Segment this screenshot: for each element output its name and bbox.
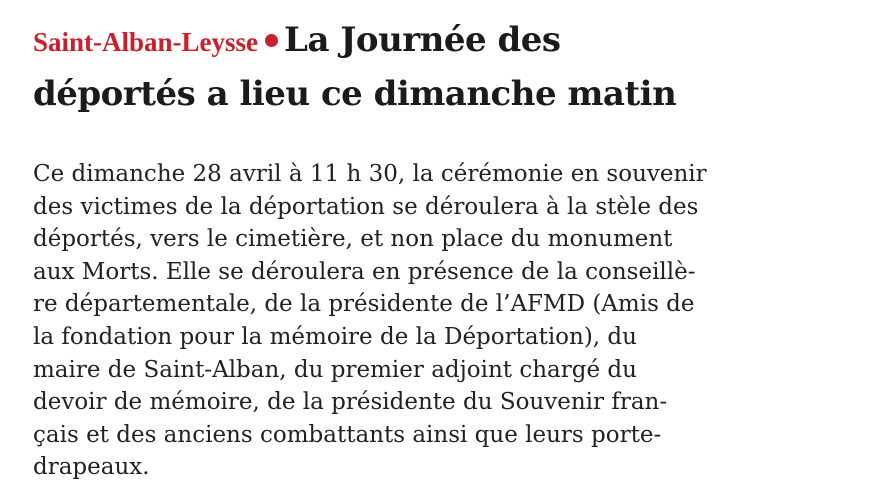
- location-kicker: Saint-Alban-Leysse: [33, 27, 259, 57]
- body-line: aux Morts. Elle se déroulera en présence de la conseillè-: [33, 258, 696, 285]
- headline-title-part-2: déportés a lieu ce dimanche matin: [33, 74, 677, 114]
- headline: [33, 14, 863, 120]
- bullet-dot-icon: [265, 34, 278, 47]
- body-line: drapeaux.: [33, 454, 150, 481]
- body-line: déportés, vers le cimetière, et non place du monument: [33, 226, 673, 253]
- headline-title-part-1: La Journée des: [284, 20, 561, 60]
- body-line: des victimes de la déportation se déroulera à la stèle des: [33, 193, 699, 220]
- body-line: Ce dimanche 28 avril à 11 h 30, la cérémonie en souvenir: [33, 161, 707, 187]
- body-line: la fondation pour la mémoire de la Déportation), du: [33, 323, 637, 350]
- headline-line-1: [33, 14, 863, 68]
- body-line: maire de Saint-Alban, du premier adjoint chargé du: [33, 356, 637, 383]
- body-line: devoir de mémoire, de la présidente du Souvenir fran-: [33, 389, 668, 416]
- body-line: re départementale, de la présidente de l’AFMD (Amis de: [33, 291, 695, 318]
- article-body: [33, 158, 863, 484]
- newspaper-article: [33, 14, 863, 484]
- body-line: çais et des anciens combattants ainsi que leurs porte-: [33, 421, 662, 448]
